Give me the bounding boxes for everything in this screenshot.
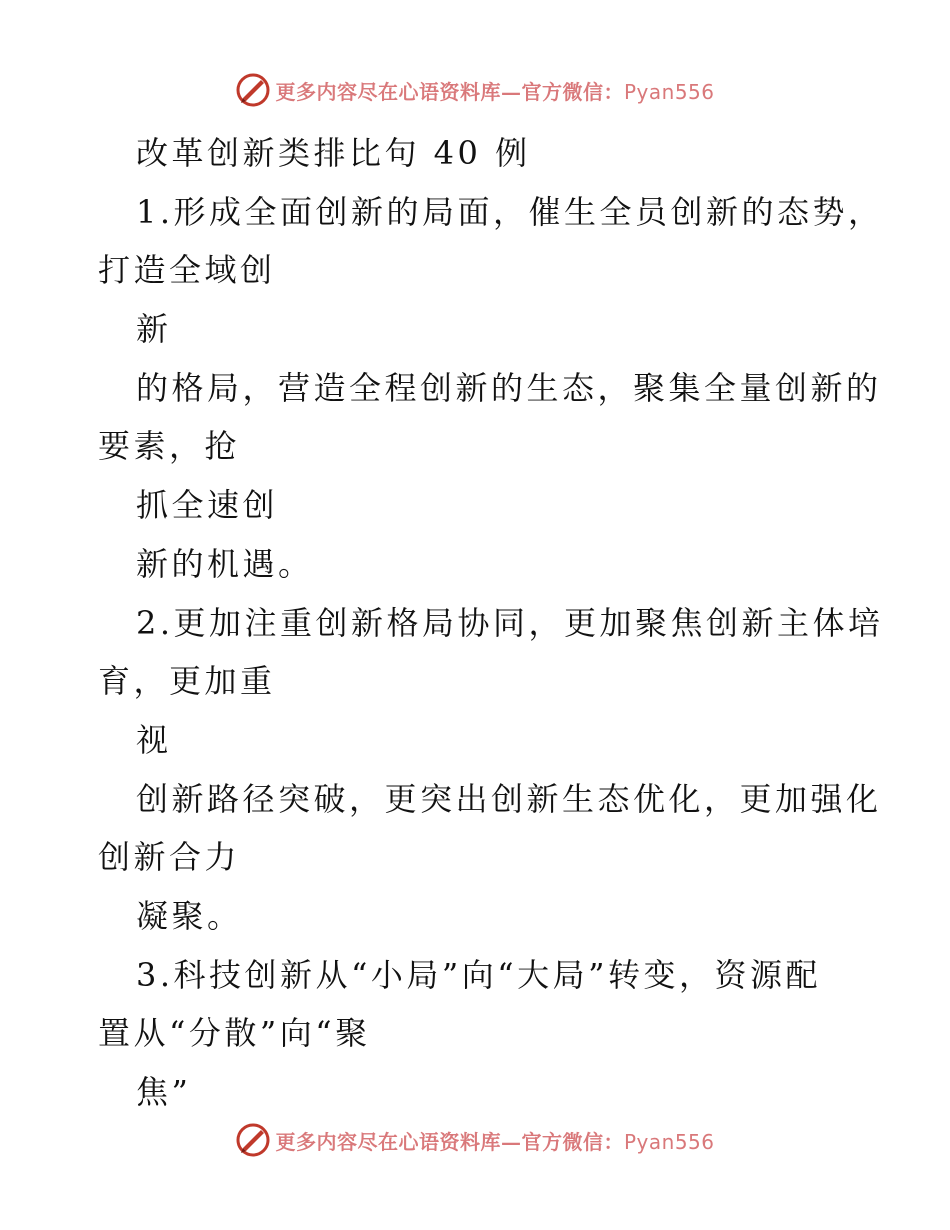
pen-logo-icon bbox=[235, 1122, 271, 1158]
text-line: 凝聚。 bbox=[136, 896, 243, 935]
text-line: 创新路径突破，更突出创新生态优化，更加强化 bbox=[136, 779, 882, 818]
text-line: 视 bbox=[136, 720, 172, 759]
text-line: 育，更加重 bbox=[98, 662, 276, 701]
text-line: 打造全域创 bbox=[98, 251, 276, 290]
text-line: 新 bbox=[136, 310, 172, 349]
footer-watermark-banner bbox=[0, 1120, 950, 1160]
document-body bbox=[98, 124, 884, 1122]
text-line: 置从“分散”向“聚 bbox=[98, 1014, 371, 1053]
text-line: 焦” bbox=[136, 1073, 192, 1111]
text-line: 3.科技创新从“小局”向“大局”转变，资源配 bbox=[136, 955, 821, 994]
text-line: 1.形成全面创新的局面，催生全员创新的态势， bbox=[136, 192, 884, 231]
text-line: 的格局，营造全程创新的生态，聚集全量创新的 bbox=[136, 368, 882, 407]
watermark-text: 更多内容尽在心语资料库—官方微信：Pyan556 bbox=[275, 1129, 715, 1154]
header-watermark-banner bbox=[0, 70, 950, 110]
text-line: 改革创新类排比句 40 例 bbox=[136, 134, 531, 172]
text-line: 创新合力 bbox=[98, 838, 241, 877]
watermark-text: 更多内容尽在心语资料库—官方微信：Pyan556 bbox=[275, 79, 715, 104]
text-line: 2.更加注重创新格局协同，更加聚焦创新主体培 bbox=[136, 603, 884, 642]
text-line: 抓全速创 bbox=[136, 486, 279, 525]
text-line: 要素，抢 bbox=[98, 427, 241, 466]
text-line: 新的机遇。 bbox=[136, 544, 314, 583]
pen-logo-icon bbox=[235, 72, 271, 108]
